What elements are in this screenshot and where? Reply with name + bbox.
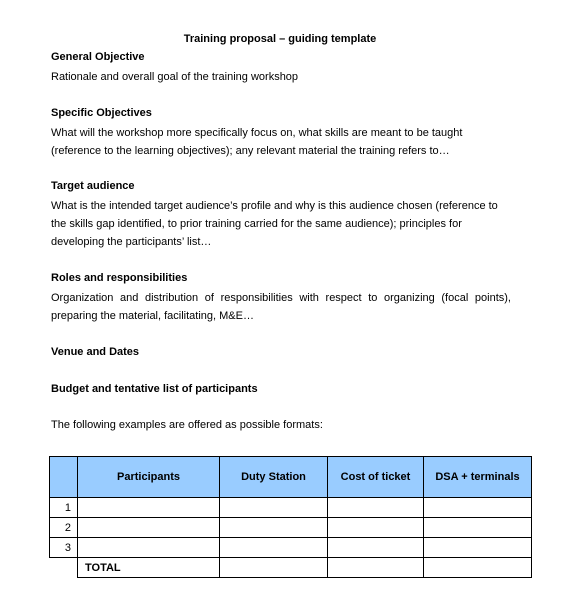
total-duty-station-cell[interactable]	[220, 558, 328, 578]
participant-cell[interactable]	[78, 518, 220, 538]
total-spacer-cell	[50, 558, 78, 578]
table-total-row	[50, 558, 532, 578]
row-number: 1	[50, 498, 78, 518]
header-cell-duty-station: Duty Station	[220, 457, 328, 498]
row-number: 3	[50, 538, 78, 558]
section-heading: Roles and responsibilities	[51, 272, 188, 284]
section-text: Rationale and overall goal of the training workshop	[51, 71, 299, 83]
formats-intro: The following examples are offered as possible formats:	[51, 419, 323, 431]
section-roles-responsibilities	[51, 271, 511, 325]
table-row	[50, 498, 532, 518]
section-budget	[51, 382, 511, 397]
section-heading: Budget and tentative list of participants	[51, 383, 258, 395]
header-cell-number	[50, 457, 78, 498]
document-title: Training proposal – guiding template	[183, 33, 377, 45]
section-target-audience	[51, 179, 511, 251]
section-heading: Specific Objectives	[51, 107, 152, 119]
cost-of-ticket-cell[interactable]	[328, 518, 424, 538]
section-text: Organization and distribution of responsibilities with respect to organizing (focal points), preparing the material, facilitating, M&E…	[51, 292, 511, 322]
section-specific-objectives	[51, 106, 511, 160]
section-heading: General Objective	[51, 51, 145, 63]
row-number: 2	[50, 518, 78, 538]
participant-cell[interactable]	[78, 538, 220, 558]
header-cell-cost-of-ticket: Cost of ticket	[328, 457, 424, 498]
duty-station-cell[interactable]	[220, 518, 328, 538]
dsa-terminals-cell[interactable]	[424, 538, 532, 558]
dsa-terminals-cell[interactable]	[424, 518, 532, 538]
section-heading: Venue and Dates	[51, 346, 140, 358]
duty-station-cell[interactable]	[220, 538, 328, 558]
dsa-terminals-cell[interactable]	[424, 498, 532, 518]
section-text: What is the intended target audience’s profile and why is this audience chosen (reference to the skills gap identified, to prior training carried for the same audience); principles for developing the participants’ list…	[51, 200, 498, 248]
table-header-row	[50, 457, 532, 498]
cost-of-ticket-cell[interactable]	[328, 498, 424, 518]
header-cell-dsa-terminals: DSA + terminals	[424, 457, 532, 498]
cost-of-ticket-cell[interactable]	[328, 538, 424, 558]
total-dsa-terminals-cell[interactable]	[424, 558, 532, 578]
total-cost-of-ticket-cell[interactable]	[328, 558, 424, 578]
section-venue-dates	[51, 345, 511, 360]
table-row	[50, 518, 532, 538]
section-heading: Target audience	[51, 180, 135, 192]
section-text: What will the workshop more specifically focus on, what skills are meant to be taught (reference to the learning objectives); any relevant material the training refers to…	[51, 127, 463, 157]
table-row	[50, 538, 532, 558]
participants-table	[49, 456, 532, 578]
header-cell-participants: Participants	[78, 457, 220, 498]
duty-station-cell[interactable]	[220, 498, 328, 518]
total-label: TOTAL	[78, 558, 220, 578]
section-general-objective	[51, 50, 511, 86]
participant-cell[interactable]	[78, 498, 220, 518]
